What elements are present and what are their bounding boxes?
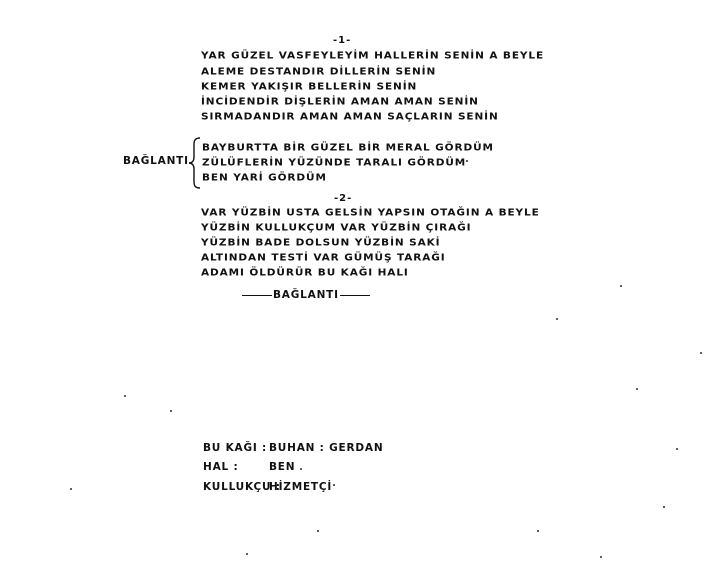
verse-1-line-4: İNCİDENDİR DİŞLERİN AMAN AMAN SENİN — [201, 96, 479, 108]
footer-value: HİZMETÇİ — [269, 481, 333, 493]
scan-speck — [124, 395, 126, 397]
baglanti-line-2: ZÜLÜFLERİN YÜZÜNDE TARALI GÖRDÜM — [202, 157, 467, 169]
verse-2-line-3: YÜZBİN BADE DOLSUN YÜZBİN SAKİ — [201, 237, 441, 249]
verse-2-line-5: ADAMI ÖLDÜRÜR BU KAĞI HALI — [201, 267, 409, 279]
verse-1-line-3: KEMER YAKIŞIR BELLERİN SENİN — [201, 81, 418, 93]
scan-speck — [246, 553, 248, 555]
verse-1-line-1: YAR GÜZEL VASFEYLEYİM HALLERİN SENİN A BEYLE — [201, 50, 545, 62]
scan-speck — [537, 530, 539, 532]
footer-label: BU KAĞI : — [203, 442, 268, 454]
scan-speck — [700, 352, 702, 354]
scan-speck — [333, 484, 335, 486]
footer-row-kullukcu — [203, 481, 332, 493]
footer-label: HAL : — [203, 461, 239, 473]
scan-speck — [620, 285, 622, 287]
scan-speck — [663, 506, 665, 508]
scan-speck — [170, 410, 172, 412]
scan-speck — [600, 556, 602, 558]
scan-speck — [636, 388, 638, 390]
verse-2-line-4: ALTINDAN TESTİ VAR GÜMÜŞ TARAĞI — [201, 252, 446, 264]
scan-speck — [556, 318, 558, 320]
verse-2-line-2: YÜZBİN KULLUKÇUM VAR YÜZBİN ÇIRAĞI — [201, 222, 472, 234]
verse-2-line-1: VAR YÜZBİN USTA GELSİN YAPSIN OTAĞIN A BEYLE — [201, 207, 540, 219]
footer-label: KULLUKÇU : — [203, 481, 281, 493]
footer-value: BUHAN : GERDAN — [269, 442, 384, 454]
scan-speck — [466, 160, 468, 162]
verse-2-number: -2- — [334, 193, 353, 204]
footer-value: BEN — [269, 461, 296, 473]
verse-1-number: -1- — [333, 35, 352, 46]
verse-1-line-5: SIRMADANDIR AMAN AMAN SAÇLARIN SENİN — [201, 111, 499, 123]
scan-speck — [70, 488, 72, 490]
verse-1-line-2: ALEME DESTANDIR DİLLERİN SENİN — [201, 66, 437, 78]
scan-speck — [300, 468, 302, 470]
scan-speck — [317, 530, 319, 532]
baglanti-line-3: BEN YARİ GÖRDÜM — [202, 172, 327, 184]
baglanti-side-label: BAĞLANTI — [123, 155, 189, 167]
footer-row-bu-kagi — [203, 442, 383, 454]
baglanti-rule-label: BAĞLANTI — [273, 289, 339, 301]
footer-row-hal — [203, 461, 295, 473]
baglanti-line-1: BAYBURTTA BİR GÜZEL BİR MERAL GÖRDÜM — [202, 142, 494, 154]
rule-left-dash — [242, 295, 272, 296]
baglanti-rule — [241, 289, 371, 301]
curly-brace-icon — [188, 137, 202, 189]
rule-right-dash — [340, 295, 370, 296]
scan-speck — [676, 448, 678, 450]
